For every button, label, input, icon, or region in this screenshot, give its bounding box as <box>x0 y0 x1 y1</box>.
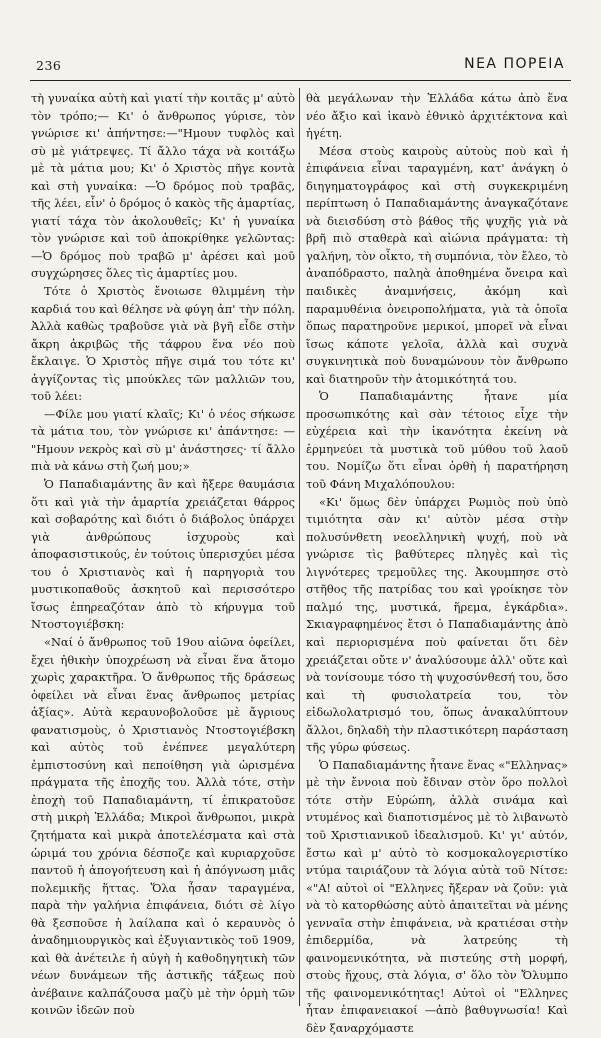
column-divider <box>299 88 300 1006</box>
right-paragraph-5: Ὁ Παπαδιαμάντης ἦτανε ἕνας «"Ελληνας» μὲ τὴν ἔννοια ποὺ ἔδιναν στὸν ὅρο πολλοὶ τότε στὴν Εὐρώπη, ἀλλὰ σινάμα καὶ ντυμένος καὶ διαποτισμένος μὲ τὸ λιβανωτὸ τοῦ Χριστιανικοῦ ἰδεαλισμοῦ. Κι' γι' αὐτόν, ἔστω καὶ μ' αὐτὸ τὸ κοσμοκαλογεριστίκο ντύμα ταιριάζουν τὰ λόγια αὐτὰ τοῦ Νίτσε: «"Α! αὐτοὶ οἱ "Ελληνες ἤξεραν νὰ ζοῦν: γιὰ νὰ τὸ κατορθώσης αὐτὸ ἀπαιτεῖται νὰ μένης γενναῖα στὴν ἐπιφάνεια, νὰ κρατιέσαι στὴν ἐπιδερμίδα, νὰ λατρεύης τὴ φαινομενικότητα, νὰ πιστεύης στὴ μορφή, στοὺς ἤχους, στὰ λόγια, σ' ὅλο τὸν Ὄλυμπο τῆς φαινομενικότητας! Αὐτοὶ οἱ "Ελληνες ἦταν ἐπιφανειακοί —ἀπὸ βαθυγνωσία! Καὶ δὲν ξαναρχόμαστε <box>306 757 568 1035</box>
right-paragraph-2: Μέσα στοὺς καιροὺς αὐτοὺς ποὺ καὶ ἡ ἐπιφάνεια εἶναι ταραγμένη, κατ' ἀνάγκη ὁ διηγηματογράφος καὶ στὴ συγκεκριμένη περίπτωση ὁ Παπαδιαμάντης ἀναγκαζότανε νὰ διεισδύση στὸ βάθος τῆς ψυχῆς γιὰ νὰ βρῆ πιὸ σταθερὰ καὶ αἰώνια πράγματα: τὴ γαλήνη, τὸν οἶκτο, τὴ συμπόνια, τὸν ἔλεο, τὸ ἀναπόδραστο, παληὰ ἀποθημένα ὄνειρα καὶ παιδικὲς ἀναμνήσεις, ἀκόμη καὶ παραμυθένια ὀνειροπολήματα, γιὰ τὰ ὁποῖα ὅπως παρατηροῦνε μερικοί, μπορεῖ νὰ εἶναι ἴσως κάποτε γελοῖα, ἀλλὰ καὶ συχνὰ συγκινητικὰ ποὺ δυναμώνουν τὸν ἄνθρωπο καὶ διατηροῦν τὴν ἀτομικότητά του. <box>306 143 568 386</box>
left-paragraph-3: —Φίλε μου γιατί κλαῖς; Κι' ὁ νέος σήκωσε τὰ μάτια του, τὸν γνώρισε κι' ἀπάντησε: — "Ημουν νεκρὸς καὶ σὺ μ' ἀνάστησες· τί ἄλλο πιὰ νὰ κάνω στὴ ζωή μου;» <box>31 406 295 474</box>
right-paragraph-3: Ὁ Παπαδιαμάντης ἦτανε μία προσωπικότης καὶ σὰν τέτοιος εἶχε τὴν εὐχέρεια καὶ τὴν ἱκανότητα ἐκείνη νὰ ἑρμηνεύει τὰ μυστικὰ τοῦ μύθου τοῦ λαοῦ του. Νομίζω ὅτι εἶναι ὀρθὴ ἡ παρατήρηση τοῦ Φάνη Μιχαλόπουλου: <box>306 389 568 492</box>
right-paragraph-1: θὰ μεγάλωναν τὴν Ἑλλάδα κάτω ἀπὸ ἕνα νέο ἄξιο καὶ ἱκανὸ ἐθνικὸ ἀρχιτέκτονα καὶ ἡγέτη. <box>306 91 568 141</box>
left-paragraph-1: τὴ γυναίκα αὐτὴ καὶ γιατί τὴν κοιτᾶς μ' αὐτὸ τὸν τρόπο;— Κι' ὁ ἄνθρωπος γύρισε, τὸν γνώρισε κι' ἀπήντησε:—"Ημουν τυφλὸς καὶ σὺ μὲ γιάτρεψες. Τί ἄλλο τάχα νὰ κοιτάξω μὲ τὰ μάτια μου; Κι' ὁ Χριστὸς πῆγε κοντὰ καὶ στὴ γυναίκα: —Ὁ δρόμος ποὺ τραβᾶς, τῆς λέει, εἶν' ὁ δρόμος ὁ κακὸς τῆς ἁμαρτίας, γιατί τάχα τὸν ἀκολουθεῖς; Κι' ἡ γυναίκα τὸν γνώρισε καὶ τοῦ ἀποκρίθηκε γελῶντας: —Ὁ δρόμος ποὺ τραβῶ μ' ἀρέσει καὶ μοῦ συγχώρησες ὅλες τὶς ἁμαρτίες μου. <box>31 91 295 281</box>
right-text-column <box>306 90 568 1035</box>
right-paragraph-4: «Κι' ὅμως δὲν ὑπάρχει Ρωμιὸς ποὺ ὑπὸ τιμιότητα σὰν κι' αὐτὸν μέσα στὴν πολυσύνθετη νεοελληνικὴ ψυχή, ποὺ νὰ γνώρισε τὶς βαθύτερες πληγὲς καὶ τὶς λιγνότερες τρεμοῦλες της. Ἀκουμπησε στὸ στῆθος τῆς πατρίδας του καὶ γροίκησε τὸν παλμό της, μυστικά, ἥρεμα, ἐγκάρδια». Σκιαγραφημένος ἔτσι ὁ Παπαδιαμάντης ἀπὸ καὶ περιορισμένα ποὺ φαίνεται ὅτι δὲν χρειάζεται οὔτε ν' ἀναλύσουμε ἀλλ' οὔτε καὶ νὰ τονίσουμε τόσο τὴ ψυχοσύνθεσή του, ὅσο καὶ τὴ φυσιολατρεία του, τὸν εἰδωλολατρισμό του, ὅπως ἀνακαλύπτουν ἄλλοι, δηλαδὴ τὴν πλαστικότερη παράσταση τῆς γύρω φύσεως. <box>306 494 568 755</box>
left-paragraph-5: «Ναί ὁ ἄνθρωπος τοῦ 19ου αἰῶνα ὀφείλει, ἔχει ἠθικὴν ὑποχρέωση νὰ εἶναι ἕνα ἄτομο χωρὶς χαρακτῆρα. Ὁ ἄνθρωπος τῆς δράσεως ὀφείλει νὰ εἶναι ἕνας ἄνθρωπος μετρίας ἀξίας». Αὐτὰ κεραυνοβολοῦσε μὲ ἄγριους φανατισμοὺς, ὁ Χριστιανὸς Ντοστογιέβσκη καὶ αὐτὸς τοῦ ἐνέπνεε μεγαλύτερη ἐμπιστοσύνη καὶ πεποίθηση γιὰ ὡρισμένα πράγματα τῆς ἐποχῆς του. Ἀλλὰ τότε, στὴν ἐποχὴ τοῦ Παπαδιαμάντη, τί ἐπικρατοῦσε στὴ μικρὴ Ἑλλάδα; Μικροὶ ἄνθρωποι, μικρὰ ζητήματα καὶ μικρὰ ἀποτελέσματα καὶ στὰ ὡριμά του χρόνια δέσποζε καὶ κυριαρχοῦσε παντοῦ ἡ ἀπογοήτευση καὶ ἡ ἀπόγνωση μιᾶς πολεμικῆς ἥττας. Ὅλα ἦσαν ταραγμένα, παρὰ τὴν γαλήνια ἐπιφάνεια, διότι σὲ λίγο θὰ ξεσποῦσε ἡ λαίλαπα καὶ ὁ κεραυνὸς ὁ ἀναδημιουργικὸς καὶ ἐξυγιαντικὸς τοῦ 1909, καὶ θὰ ἀνέτειλε ἡ αὐγὴ ἡ καθοδηγητικὴ τῶν νέων δυνάμεων τῆς ἀστικῆς τάξεως ποὺ ἀνέβαινε καλπάζουσα μαζὺ μὲ τὴν ὁρμὴ τῶν κοινῶν ἰδεῶν ποὺ <box>31 634 295 1018</box>
running-head-title: ΝΕΑ ΠΟΡΕΙΑ <box>464 56 565 72</box>
left-paragraph-4: Ὁ Παπαδιαμάντης ἂν καὶ ἤξερε θαυμάσια ὅτι καὶ γιὰ τὴν ἁμαρτία χρειάζεται θάρρος καὶ σοβαρότης καὶ διότι ὁ διάβολος ὑπάρχει γιὰ ἀνθρώπους ἰσχυροὺς καὶ ἀποφασιστικούς, ἐν τούτοις ὑπερισχύει μέσα του ὁ Χριστιανὸς καὶ ἡ παρηγοριὰ του μυστικοπαθοῦς ἀσκητοῦ καὶ περισσότερο ἴσως ἐπηρεαζόταν ἀπὸ τὸ κήρυγμα τοῦ Ντοστογιέβσκη: <box>31 477 295 632</box>
left-text-column <box>31 90 295 1018</box>
page-number: 236 <box>36 58 62 73</box>
left-paragraph-2: Τότε ὁ Χριστὸς ἔνοιωσε θλιμμένη τὴν καρδιά του καὶ θέλησε νὰ φύγη ἀπ' τὴν πόλη. Ἀλλὰ καθὼς τραβοῦσε γιὰ νὰ βγῆ εἶδε στὴν ἄκρη ἀκριβῶς τῆς τάφρου ἕνα νέο ποὺ ἔκλαιγε. Ὁ Χριστὸς πῆγε σιμά του τότε κι' ἀγγίζοντας τὶς μπούκλες τῶν μαλλιῶν του, τοῦ λέει: <box>31 284 295 404</box>
page-header <box>30 58 571 81</box>
